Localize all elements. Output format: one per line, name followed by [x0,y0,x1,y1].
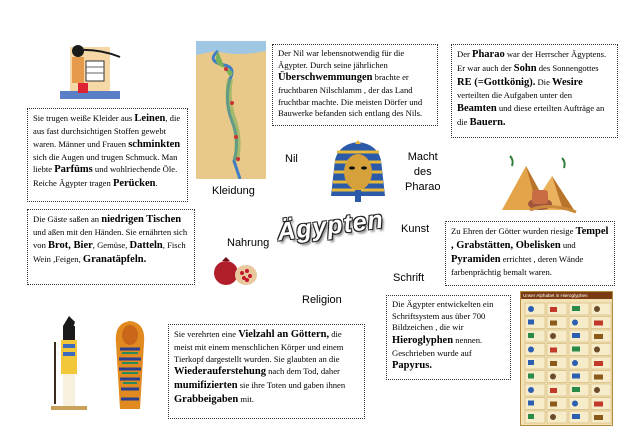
kunst-text-segment: und [560,240,576,251]
hieroglyph-glyph [528,360,534,365]
hieroglyph-glyph [572,320,578,326]
religion-text-segment: Grabbeigaben [174,394,239,406]
religion-text-segment: mit. [238,394,254,405]
hieroglyph-glyph [528,347,534,353]
kleidung-text-segment: sich die Augen und trugen Schmuck. Man liebte [33,151,178,175]
hieroglyph-glyph [594,402,603,407]
hieroglyph-glyph [594,361,603,366]
hieroglyph-glyph [550,348,557,353]
hieroglyph-glyph [528,374,534,379]
pharao-text-segment: verteilten die Aufgaben unter den [457,90,573,101]
kleidung-text-segment: , die aus fast durchsichtigen Stoffen gewebt waren. Männer und Frauen [33,113,181,149]
hieroglyph-glyph [550,333,556,339]
pharao-mask-image [329,140,387,206]
label-pharao: Pharao [405,181,441,193]
religion-text-segment: die meist mit einem menschlichen Körper und einem Tierkopf dargestellt wurden. Sie glaubten an die [174,329,344,364]
pharao-text-segment: Der [457,49,473,59]
label-schrift: Schrift [393,272,425,284]
sarcophagus-image [110,319,150,413]
religion-text-segment: mumifizierten [174,380,238,392]
hieroglyph-glyph [550,374,556,380]
pharao-text-segment: und diese erteilten Aufträge an die [457,102,605,127]
schrift-text-segment: nennen. Geschrieben wurde auf [392,334,483,358]
hieroglyph-glyph [550,388,557,393]
nil-text-segment: brachte er fruchtbaren Nilschlamm , der das Land fruchtbar machte. Die meisten Dörfer und Bauwerke befanden sich entlang des Nils. [278,72,423,119]
label-des: des [413,166,432,178]
kleidung-text-box [27,108,188,202]
religion-text-box [168,324,365,419]
hieroglyph-glyph [528,401,534,406]
pharao-text-segment: des Sonnengottes [536,63,599,74]
label-kunst: Kunst [401,223,430,235]
nil-text-segment: Überschwemmungen [278,72,373,84]
nahrung-text-segment: und aßen mit den Händen. Sie ernährten sich von [33,227,188,250]
hieroglyph-glyph [594,334,603,339]
label-kleidung: Kleidung [212,185,255,197]
hieroglyph-glyph [550,307,557,312]
hieroglyph-glyph [572,401,578,407]
schrift-text-segment: Papyrus. [392,360,432,372]
pharao-text-segment: Die [535,77,553,88]
hieroglyph-glyph [572,374,580,379]
nahrung-text-segment: niedrigen Tischen [101,214,182,225]
nahrung-text-segment: Die Gäste saßen an [33,214,102,224]
religion-text-segment: Sie verehrten eine [174,329,239,339]
pharao-text-segment: Beamten [457,102,497,114]
nahrung-text-segment: Brot, Bier [48,239,93,251]
pomegranate-image [210,253,260,289]
pharao-text-segment: war der Herrscher Ägyptens. Er war auch der [457,49,607,74]
nahrung-text-segment: Datteln [129,239,163,251]
kleidung-text-segment: Perücken [112,178,156,190]
hieroglyph-chart-title: Unser Alphabet in Hieroglyphen [521,292,612,299]
label-nahrung: Nahrung [227,237,270,249]
religion-text-segment: Wiederauferstehung [174,366,266,378]
pyramids-image [500,152,578,216]
hieroglyph-glyph [528,387,534,393]
hieroglyph-glyph [594,375,603,380]
hieroglyph-grid [521,299,612,424]
label-macht: Macht [407,151,438,163]
label-macht-des-pharao [405,150,440,195]
hieroglyph-glyph [572,333,580,338]
hieroglyph-chart [520,291,613,426]
hieroglyph-glyph [528,414,534,419]
nahrung-text-box [27,209,195,285]
hieroglyph-glyph [572,360,578,366]
kleidung-text-segment: . [155,178,158,189]
nile-map-image [196,41,266,179]
religion-text-segment: nach dem Tod, daher [265,366,340,377]
hieroglyph-glyph [594,387,600,393]
hieroglyph-glyph [550,402,557,407]
kleidung-text-segment: Parfüms [54,164,93,176]
nil-text-box [272,44,438,126]
anubis-image [45,312,93,412]
kunst-text-segment: Tempel , Grabstätten, Obelisken [451,226,609,252]
schrift-text-segment: Die Ägypter entwickelten ein Schriftsystem aus über 700 Bildzeichen , die wir [392,299,494,333]
label-nil: Nil [285,153,298,165]
hieroglyph-glyph [594,321,603,326]
ibis-god-image [50,37,135,105]
label-religion: Religion [302,294,342,306]
hieroglyph-glyph [572,387,580,392]
hieroglyph-glyph [528,333,534,338]
nahrung-text-segment: Granatäpfeln. [82,253,147,265]
kleidung-text-segment: und wohlriechende Öle. Reiche Ägypter tragen [33,164,178,189]
kleidung-text-segment: schminkten [128,138,181,150]
pharao-text-segment: Bauern. [469,116,506,128]
schrift-text-segment: Hieroglyphen [392,334,454,346]
hieroglyph-glyph [550,321,557,326]
hieroglyph-glyph [572,414,580,419]
hieroglyph-glyph [572,306,580,311]
kleidung-text-segment: Leinen [134,113,166,124]
kunst-text-segment: errichtet , deren Wände farbenprächtig bemalt waren. [451,254,584,278]
religion-text-segment: sie ihre Toten und gaben ihnen [237,380,346,391]
schrift-text-box [386,295,511,380]
kunst-text-segment: Pyramiden [451,254,501,266]
nahrung-text-segment: , Gemüse, [92,239,130,250]
pharao-text-segment: Pharao [472,49,505,60]
page-title: Ägypten [275,205,386,247]
hieroglyph-glyph [594,306,600,312]
kunst-text-segment: Zu Ehren der Götter wurden riesige [451,226,576,236]
pharao-text-box [451,44,618,138]
nahrung-text-segment: , Fisch Wein ,Feigen, [33,239,186,264]
hieroglyph-glyph [594,415,603,420]
hieroglyph-glyph [528,306,534,312]
pharao-text-segment: Sohn [513,63,537,75]
hieroglyph-glyph [528,320,534,325]
hieroglyph-glyph [550,361,557,366]
hieroglyph-glyph [572,347,580,352]
pharao-text-segment: RE (=Gottkönig). [457,77,536,89]
kunst-text-box [445,221,615,286]
religion-text-segment: Vielzahl an Göttern, [238,329,330,340]
hieroglyph-glyph [594,347,600,353]
kleidung-text-segment: Sie trugen weiße Kleider aus [33,113,135,123]
hieroglyph-glyph [550,414,556,420]
nil-text-segment: Der Nil war lebensnotwendig für die Ägypter. Durch seine jährlichen [278,48,405,70]
pharao-text-segment: Wesire [552,77,583,89]
